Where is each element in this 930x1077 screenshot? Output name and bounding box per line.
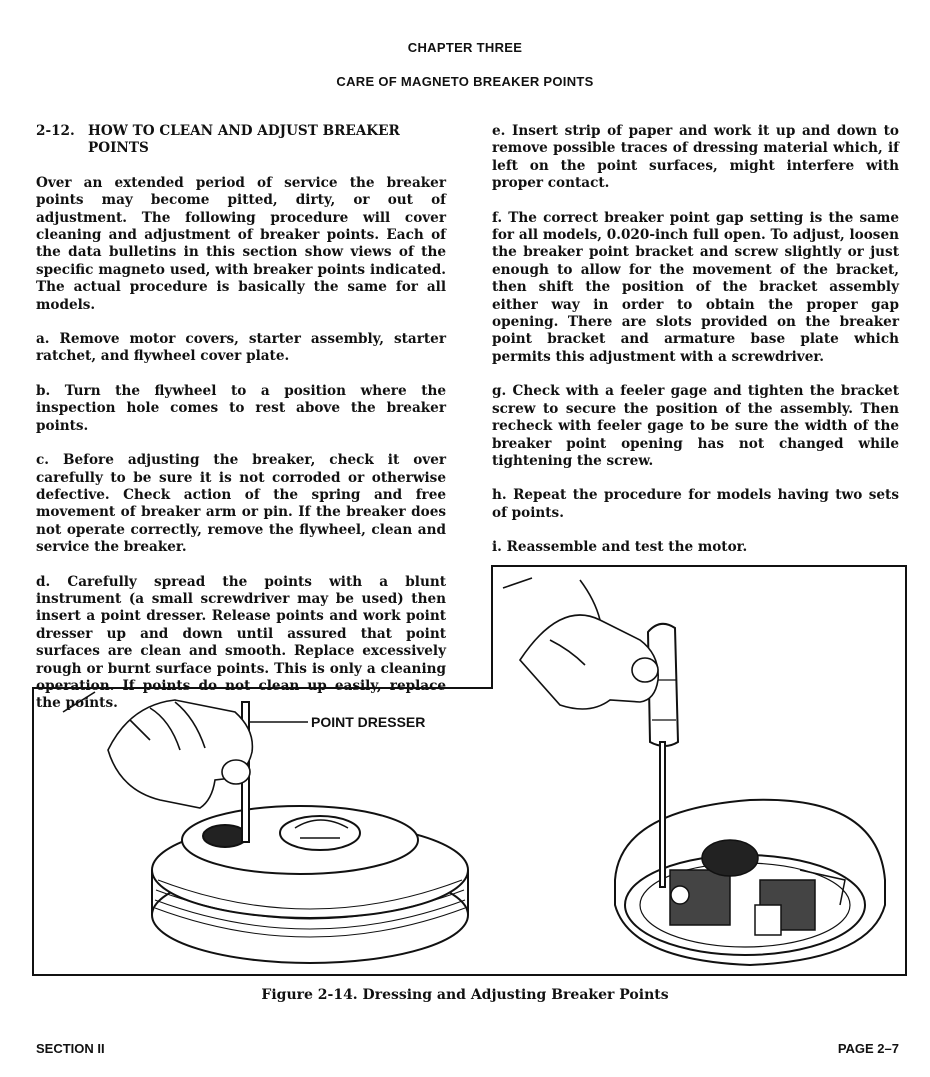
- hand-right-drawing: [503, 578, 658, 709]
- footer-page: PAGE 2–7: [837, 1041, 899, 1056]
- step-a: a. Remove motor covers, starter assembly, starter ratchet, and flywheel cover plate.: [36, 331, 446, 365]
- step-h: h. Repeat the procedure for models having two sets of points.: [492, 487, 899, 521]
- intro-paragraph: Over an extended period of service the breaker points may become pitted, dirty, or out of adjustment. The following procedure will cover cleaning and adjustment of breaker points. Each of the data bulletins in this section show views of the specific magneto used, with breaker points indicated. The actual procedure is basically the same for all models.: [36, 174, 446, 313]
- chapter-heading: CHAPTER THREE: [407, 40, 523, 55]
- section-number: 2-12.: [36, 123, 75, 139]
- step-e: e. Insert strip of paper and work it up and down to remove possible traces of dressing material which, if left on the point surfaces, might interfere with proper contact.: [492, 123, 899, 192]
- step-g: g. Check with a feeler gage and tighten the bracket screw to secure the position of the assembly. Then recheck with feeler gage to be sure the width of the breaker point opening has not changed while tightening the screw.: [492, 383, 899, 469]
- step-i: i. Reassemble and test the motor.: [492, 539, 748, 556]
- step-c: c. Before adjusting the breaker, check it over carefully to be sure it is not corroded or otherwise defective. Check action of the spring and free movement of breaker arm or pin. If the breaker does not operate correctly, remove the flywheel, clean and service the breaker.: [36, 452, 446, 556]
- page-title: CARE OF MAGNETO BREAKER POINTS: [336, 74, 594, 89]
- step-d: d. Carefully spread the points with a blunt instrument (a small screwdriver may be used) then insert a point dresser. Release points and work point dresser up and down until assured that point surfaces are clean and smooth. Replace excessively rough or burnt surface points. This is only a cleaning operation. If points do not clean up easily, replace the points.: [36, 573, 446, 712]
- step-b: b. Turn the flywheel to a position where the inspection hole comes to rest above the breaker points.: [36, 382, 446, 434]
- step-f: f. The correct breaker point gap setting is the same for all models, 0.020-inch full open. To adjust, loosen the breaker point bracket and screw slightly or just enough to allow for the movement of the bracket, then shift the position of the bracket assembly either way in order to obtain the proper gap opening. There are slots provided on the breaker point bracket and armature base plate which permits this adjustment with a screwdriver.: [492, 209, 899, 365]
- section-heading-line1: HOW TO CLEAN AND ADJUST BREAKER: [88, 123, 400, 139]
- section-heading-line2: POINTS: [88, 140, 149, 157]
- figure-caption: Figure 2-14. Dressing and Adjusting Breaker Points: [261, 987, 669, 1003]
- point-dresser-label: POINT DRESSER: [311, 714, 426, 730]
- hand-left-drawing: [63, 692, 252, 808]
- flywheel-drawing: [152, 806, 468, 963]
- footer-section: SECTION II: [36, 1041, 105, 1056]
